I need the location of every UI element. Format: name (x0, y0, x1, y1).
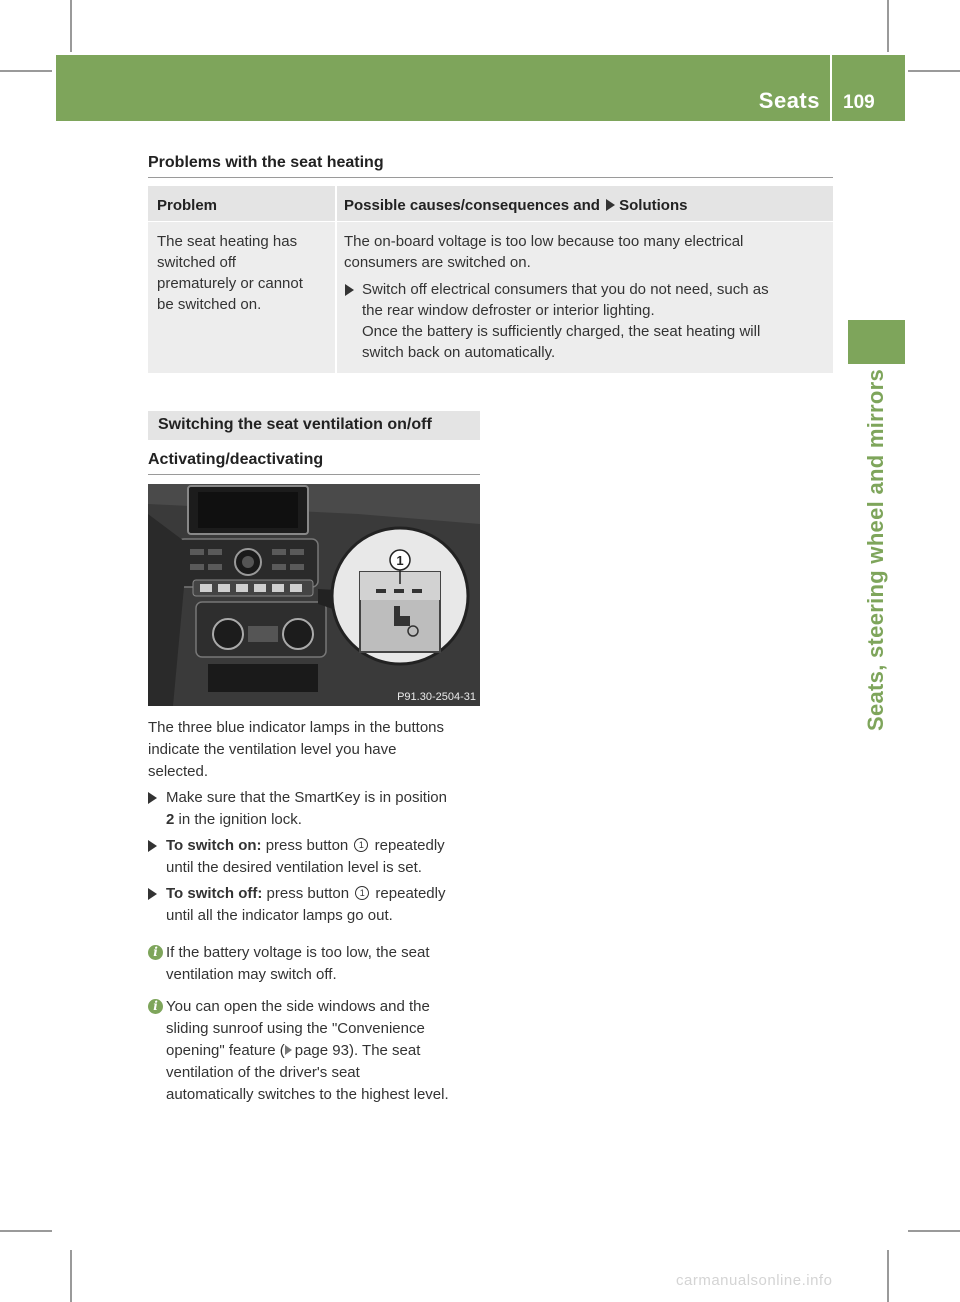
arrow-icon (148, 792, 157, 804)
crop-mark (908, 1230, 960, 1232)
crop-mark (887, 0, 889, 52)
text-span: press button (262, 885, 350, 902)
text-line: ventilation of the driver's seat (166, 1064, 360, 1081)
intro-paragraph (148, 717, 488, 783)
text-line: Make sure that the SmartKey is in position (166, 789, 447, 806)
text-line: You can open the side windows and the (166, 998, 430, 1015)
crop-mark (0, 1230, 52, 1232)
text-line: the rear window defroster or interior lighting. (362, 302, 655, 319)
step-label: To switch on: (166, 837, 262, 854)
arrow-icon (148, 840, 157, 852)
info-icon: i (148, 999, 163, 1014)
text-span: repeatedly (371, 885, 446, 902)
text-line: switched off (157, 254, 236, 271)
text-line: sliding sunroof using the "Convenience (166, 1020, 425, 1037)
text-line: The three blue indicator lamps in the buttons (148, 719, 445, 736)
solution-cell (362, 279, 832, 363)
heading-rule (148, 177, 833, 178)
dashboard-illustration (148, 484, 480, 706)
text-line (166, 1040, 488, 1062)
page-number: 109 (843, 92, 875, 113)
cause-cell (344, 231, 829, 273)
text-line: automatically switches to the highest level. (166, 1086, 449, 1103)
dashboard-photo (148, 484, 480, 706)
table-column-divider (335, 186, 337, 373)
heading-rule (148, 474, 480, 475)
text-line: consumers are switched on. (344, 254, 531, 271)
crop-mark (0, 70, 52, 72)
crop-mark (70, 0, 72, 52)
chapter-tab (848, 320, 905, 364)
text-span: press button (261, 837, 349, 854)
subsection-heading: Activating/deactivating (148, 451, 324, 468)
text-line (166, 835, 486, 857)
table-header-causes: Possible causes/consequences and (344, 197, 600, 214)
problem-cell (157, 231, 332, 315)
watermark: carmanualsonline.info (676, 1272, 833, 1289)
text-line: ventilation may switch off. (166, 966, 337, 983)
section-heading: Problems with the seat heating (148, 154, 384, 171)
chapter-label: Seats, steering wheel and mirrors (863, 368, 888, 732)
info-note-convenience (166, 996, 488, 1106)
arrow-icon (345, 284, 354, 296)
photo-code: P91.30-2504-31 (397, 691, 476, 703)
table-header-solutions (344, 197, 687, 214)
text-line: until the desired ventilation level is set. (166, 859, 422, 876)
arrow-icon (606, 199, 615, 211)
step-switch-on (166, 835, 486, 879)
table-header-problem: Problem (157, 197, 218, 214)
table-header-solutions-label: Solutions (619, 197, 688, 214)
page-ref-icon (285, 1045, 292, 1055)
text-span: opening" feature ( (166, 1042, 285, 1059)
text-line: selected. (148, 763, 209, 780)
page-reference-link[interactable]: page 93). The seat (294, 1042, 421, 1059)
step-switch-off (166, 883, 486, 927)
text-line: indicate the ventilation level you have (148, 741, 397, 758)
header-separator (830, 55, 832, 121)
text-line: The seat heating has (157, 233, 298, 250)
text-line (166, 883, 486, 905)
position-number: 2 (166, 811, 175, 828)
crop-mark (908, 70, 960, 72)
text-line: until all the indicator lamps go out. (166, 907, 393, 924)
crop-mark (887, 1250, 889, 1302)
info-note-voltage (166, 942, 486, 986)
text-line (166, 809, 486, 831)
step-label: To switch off: (166, 885, 263, 902)
section-banner-title: Switching the seat ventilation on/off (158, 416, 432, 433)
info-icon: i (148, 945, 163, 960)
crop-mark (70, 1250, 72, 1302)
text-line: The on-board voltage is too low because too many electrical (344, 233, 744, 250)
text-line: Switch off electrical consumers that you do not need, such as (362, 281, 769, 298)
text-line: prematurely or cannot (157, 275, 303, 292)
text-span: repeatedly (370, 837, 445, 854)
header-title: Seats (758, 88, 820, 113)
text-line: switch back on automatically. (362, 344, 556, 361)
button-1-icon: 1 (354, 838, 368, 852)
text-line: If the battery voltage is too low, the seat (166, 944, 430, 961)
text-line: be switched on. (157, 296, 262, 313)
button-1-icon: 1 (355, 886, 369, 900)
step-smartkey (166, 787, 486, 831)
text-span: in the ignition lock. (174, 811, 302, 828)
text-line: Once the battery is sufficiently charged, the seat heating will (362, 323, 761, 340)
callout-number: 1 (396, 553, 404, 568)
arrow-icon (148, 888, 157, 900)
